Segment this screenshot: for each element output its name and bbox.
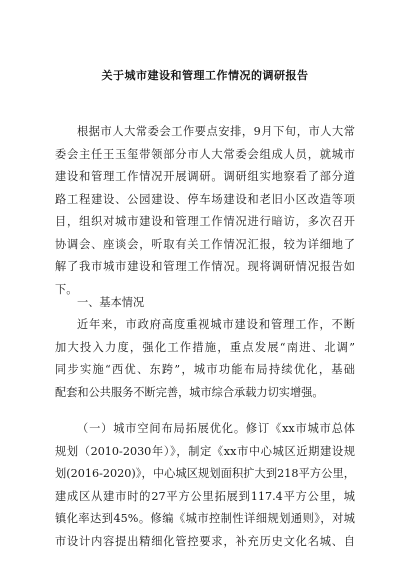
text-line: 建成区从建市时的27平方公里拓展到117.4平方公里，城 xyxy=(55,489,355,503)
text-line: 镇化率达到45%。修编《城市控制性详细规划通则》，对城 xyxy=(55,512,355,525)
text-line: 划(2016-2020)》，中心城区规划面积扩大到218平方公里， xyxy=(55,467,355,480)
text-line: 建设和管理工作情况开展调研。调研组实地察看了部分道 xyxy=(55,170,355,183)
text-line: 配套和公共服务不断完善，城市综合承载力切实增强。 xyxy=(55,385,324,399)
document-title: 关于城市建设和管理工作情况的调研报告 xyxy=(101,69,309,82)
section-heading-text: 一、基本情况 xyxy=(77,296,145,309)
text-line: 同步实施“西优、东跨”，城市功能布局持续优化，基础 xyxy=(55,363,355,376)
text-line: 近年来，市政府高度重视城市建设和管理工作，不断 xyxy=(77,318,355,331)
text-line: 路工程建设、公园建设、停车场建设和老旧小区改造等项 xyxy=(55,192,355,206)
text-line: 目，组织对城市建设和管理工作情况进行暗访，多次召开 xyxy=(55,215,355,228)
paragraph-spatial-layout xyxy=(55,418,355,553)
paragraph-overview xyxy=(55,314,355,404)
text-line: （一）城市空间布局拓展优化。修订《xx市城市总体 xyxy=(77,422,355,435)
text-line: 市设计内容提出精细化管控要求，补充历史文化名城、自 xyxy=(55,534,355,548)
text-line: 下。 xyxy=(55,282,78,296)
text-line: 委会主任王玉玺带领部分市人大常委会组成人员，就城市 xyxy=(55,147,355,161)
text-line: 根据市人大常委会工作要点安排，9月下旬，市人大常 xyxy=(77,125,355,138)
text-line: 解了我市城市建设和管理工作情况。现将调研情况报告如 xyxy=(55,260,355,273)
text-line: 规划（2010-2030年）》，制定《xx市中心城区近期建设规 xyxy=(55,444,355,458)
paragraph-intro xyxy=(55,121,355,301)
text-line: 加大投入力度，强化工作措施，重点发展“南进、北调” xyxy=(55,340,355,354)
text-line: 协调会、座谈会，听取有关工作情况汇报，较为详细地了 xyxy=(55,237,355,251)
section-heading xyxy=(55,292,355,315)
